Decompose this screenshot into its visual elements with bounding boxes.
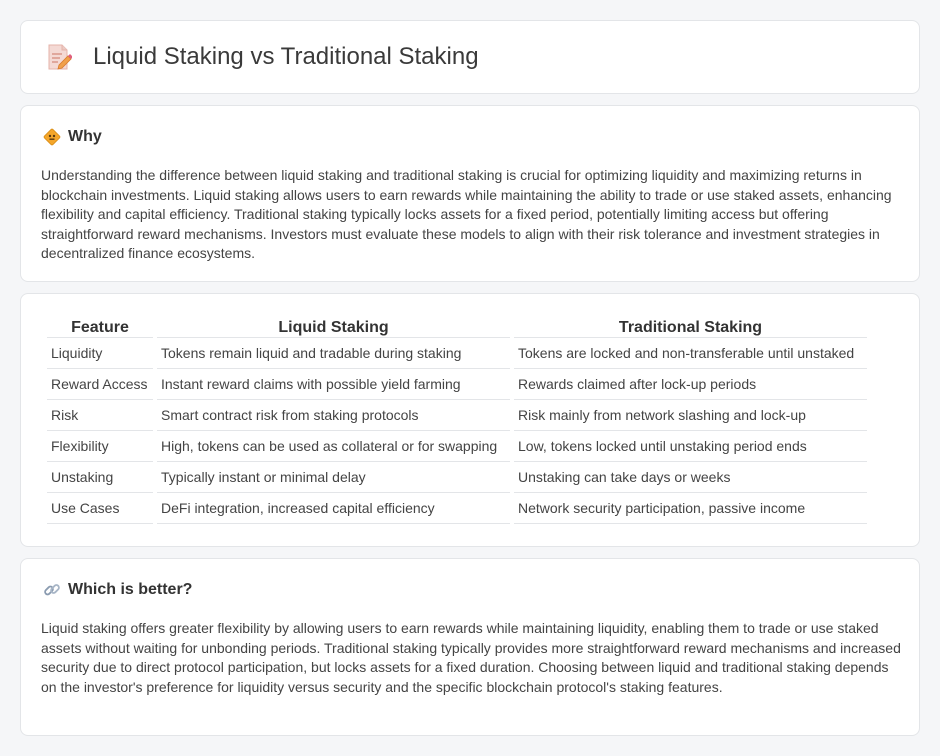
- why-heading: [43, 128, 102, 146]
- table-row: [47, 493, 867, 524]
- cell-liquid: DeFi integration, increased capital efficiency: [157, 493, 510, 524]
- cell-traditional: Tokens are locked and non-transferable until unstaked: [514, 338, 867, 369]
- better-heading: [43, 581, 192, 599]
- column-header-feature: Feature: [47, 316, 153, 338]
- column-header-traditional: Traditional Staking: [514, 316, 867, 338]
- cell-feature: Reward Access: [47, 369, 153, 400]
- why-section: [20, 105, 920, 282]
- cell-feature: Flexibility: [47, 431, 153, 462]
- which-is-better-section: [20, 558, 920, 736]
- comparison-section: [20, 293, 920, 547]
- better-title: Which is better?: [68, 581, 193, 598]
- cell-feature: Liquidity: [47, 338, 153, 369]
- table-row: [47, 462, 867, 493]
- column-header-liquid: Liquid Staking: [157, 316, 510, 338]
- title-row: [46, 43, 479, 71]
- cell-traditional: Low, tokens locked until unstaking period ends: [514, 431, 867, 462]
- table-row: [47, 369, 867, 400]
- better-paragraph: Liquid staking offers greater flexibility by allowing users to earn rewards while maintaining liquidity, enabling them to trade or use staked assets without waiting for unbonding periods. Traditional staking typically provides more straightforward reward mechanisms and increased security due to direct protocol participation, but locks assets for a fixed duration. Choosing between liquid and traditional staking depends on the investor's preference for liquidity versus security and the specific blockchain protocol's staking features.: [41, 620, 901, 695]
- comparison-table: [43, 316, 871, 524]
- cell-liquid: Typically instant or minimal delay: [157, 462, 510, 493]
- cell-liquid: Smart contract risk from staking protocols: [157, 400, 510, 431]
- cell-feature: Use Cases: [47, 493, 153, 524]
- cell-feature: Unstaking: [47, 462, 153, 493]
- cell-feature: Risk: [47, 400, 153, 431]
- header-card: [20, 20, 920, 94]
- table-header-row: [47, 316, 867, 338]
- cell-traditional: Network security participation, passive income: [514, 493, 867, 524]
- page-title: Liquid Staking vs Traditional Staking: [93, 43, 479, 70]
- cell-liquid: Tokens remain liquid and tradable during staking: [157, 338, 510, 369]
- document-pencil-icon: [46, 43, 72, 71]
- cell-traditional: Unstaking can take days or weeks: [514, 462, 867, 493]
- link-icon: [43, 581, 61, 599]
- cell-liquid: High, tokens can be used as collateral or for swapping: [157, 431, 510, 462]
- cell-traditional: Risk mainly from network slashing and lock-up: [514, 400, 867, 431]
- diamond-sign-icon: [43, 128, 61, 146]
- cell-liquid: Instant reward claims with possible yield farming: [157, 369, 510, 400]
- table-row: [47, 400, 867, 431]
- cell-traditional: Rewards claimed after lock-up periods: [514, 369, 867, 400]
- table-row: [47, 431, 867, 462]
- why-title: Why: [68, 128, 102, 145]
- why-paragraph: Understanding the difference between liquid staking and traditional staking is crucial for optimizing liquidity and maximizing returns in blockchain investments. Liquid staking allows users to earn rewards while maintaining the ability to trade or use staked assets, enhancing flexibility and capital efficiency. Traditional staking typically locks assets for a fixed period, potentially limiting access but offering straightforward reward mechanisms. Investors must evaluate these models to align with their risk tolerance and investment strategies in decentralized finance ecosystems.: [41, 167, 892, 261]
- table-row: [47, 338, 867, 369]
